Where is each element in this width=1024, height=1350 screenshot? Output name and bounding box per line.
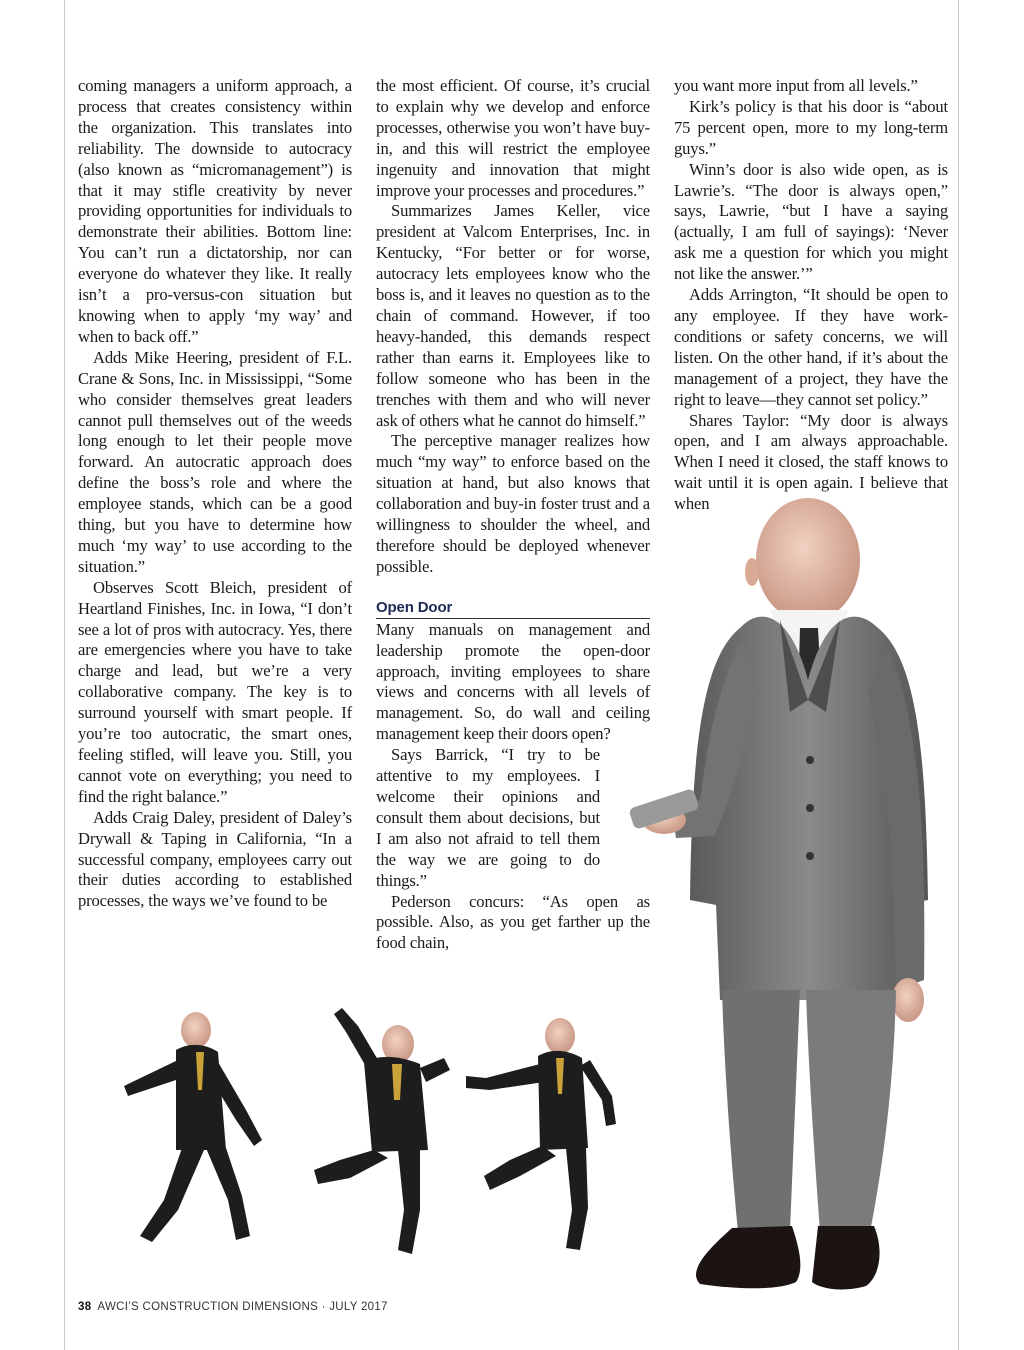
businessman-with-remote-photo xyxy=(628,498,928,1289)
paragraph: Shares Taylor: “My door is always open, and I am always approachable. When I need it closed, the staff knows to wait until it is open again. I believe that when xyxy=(674,410,948,514)
paragraph: Kirk’s policy is that his door is “about 75 percent open, more to my long-term guys.” xyxy=(674,96,948,158)
paragraph: Many manuals on management and leadership promote the open-door approach, inviting employees to share views and concerns with all levels of management. So, do wall and ceiling management keep their doors open? xyxy=(376,619,650,744)
paragraph: Adds Arrington, “It should be open to any employee. If they have work-conditions or safety concerns, we will listen. On the other hand, if it’s about the management of a project, they have the right to leave—they cannot set policy.” xyxy=(674,285,948,409)
paragraph: coming managers a uniform approach, a process that creates consistency within the organization. This translates into reliability. The downside to autocracy (also known as “micromanagement”) is that it may stifle creativity by never providing opportunities for individuals to demonstrate their abilities. Bottom line: You can’t run a dictatorship, nor can everyone do whatever they like. It really isn’t a pro-versus-con situation but knowing when to apply ‘my way’ and when to back off.” xyxy=(78,76,352,346)
paragraph: The perceptive manager realizes how much “my way” to enforce based on the situation at hand, but also knows that collaboration and buy-in foster trust and a willingness to shoulder the wheel, and therefore should be deployed whenever possible. xyxy=(376,431,650,576)
paragraph: Pederson concurs: “As open as possible. Also, as you get farther up the food chain, xyxy=(376,891,650,953)
dancing-businessman-3-photo xyxy=(466,1018,616,1250)
paragraph: the most efficient. Of course, it’s crucial to explain why we develop and enforce processes, otherwise you won’t have buy-in, and this will restrict the employee ingenuity and innovation that might improve your processes and procedures.” xyxy=(376,76,650,200)
paragraph: Summarizes James Keller, vice president at Valcom Enterprises, Inc. in Kentucky, “For better or for worse, autocracy lets employees know who the boss is, and it leaves no question as to the chain of command. However, if too heavy-handed, this demands respect rather than earns it. Employees like to follow someone who has been in the trenches with them and who will never ask of others what he cannot do himself.” xyxy=(376,201,650,430)
section-subhead: Open Door xyxy=(376,599,650,619)
publication-credit: AWCI’S CONSTRUCTION DIMENSIONS · JULY 2017 xyxy=(97,1301,388,1313)
paragraph: Adds Mike Heering, president of F.L. Crane & Sons, Inc. in Mississippi, “Some who consider themselves great leaders cannot pull themselves out of the weeds long enough to let their people move forward. An autocratic approach does define the boss’s role and where the employee stands, which can be a good thing, but you have to determine how much ‘my way’ to use according to the situation.” xyxy=(78,347,352,576)
paragraph: Winn’s door is also wide open, as is Lawrie’s. “The door is always open,” says, Lawrie, “but I have a saying (actually, I am full of sayings): ‘Never ask me a question for which you might not like the answer.’” xyxy=(674,159,948,284)
paragraph: Says Barrick, “I try to be attentive to my employees. I welcome their opinions and consult them about decisions, but I am also not afraid to tell them the way we are going to do things.” xyxy=(376,745,600,890)
dancing-businessman-2-photo xyxy=(314,1008,450,1254)
paragraph: Observes Scott Bleich, president of Heartland Finishes, Inc. in Iowa, “I don’t see a lot of pros with autocracy. Yes, there are emergencies where you have to take charge and lead, but we’re a very collaborative company. The key is to surround yourself with smart people. If you’re too autocratic, the smart ones, feeling stifled, will leave you. Still, you cannot vote on everything; you need to find the right balance.” xyxy=(78,577,352,806)
paragraph: you want more input from all levels.” xyxy=(674,76,918,95)
dancing-businessman-1-photo xyxy=(124,1012,262,1242)
paragraph: Adds Craig Daley, president of Daley’s Drywall & Taping in California, “In a successful company, employees carry out their duties according to established processes, the ways we’ve found to be xyxy=(78,807,352,911)
page-footer xyxy=(78,1301,388,1313)
page-number: 38 xyxy=(78,1301,92,1313)
